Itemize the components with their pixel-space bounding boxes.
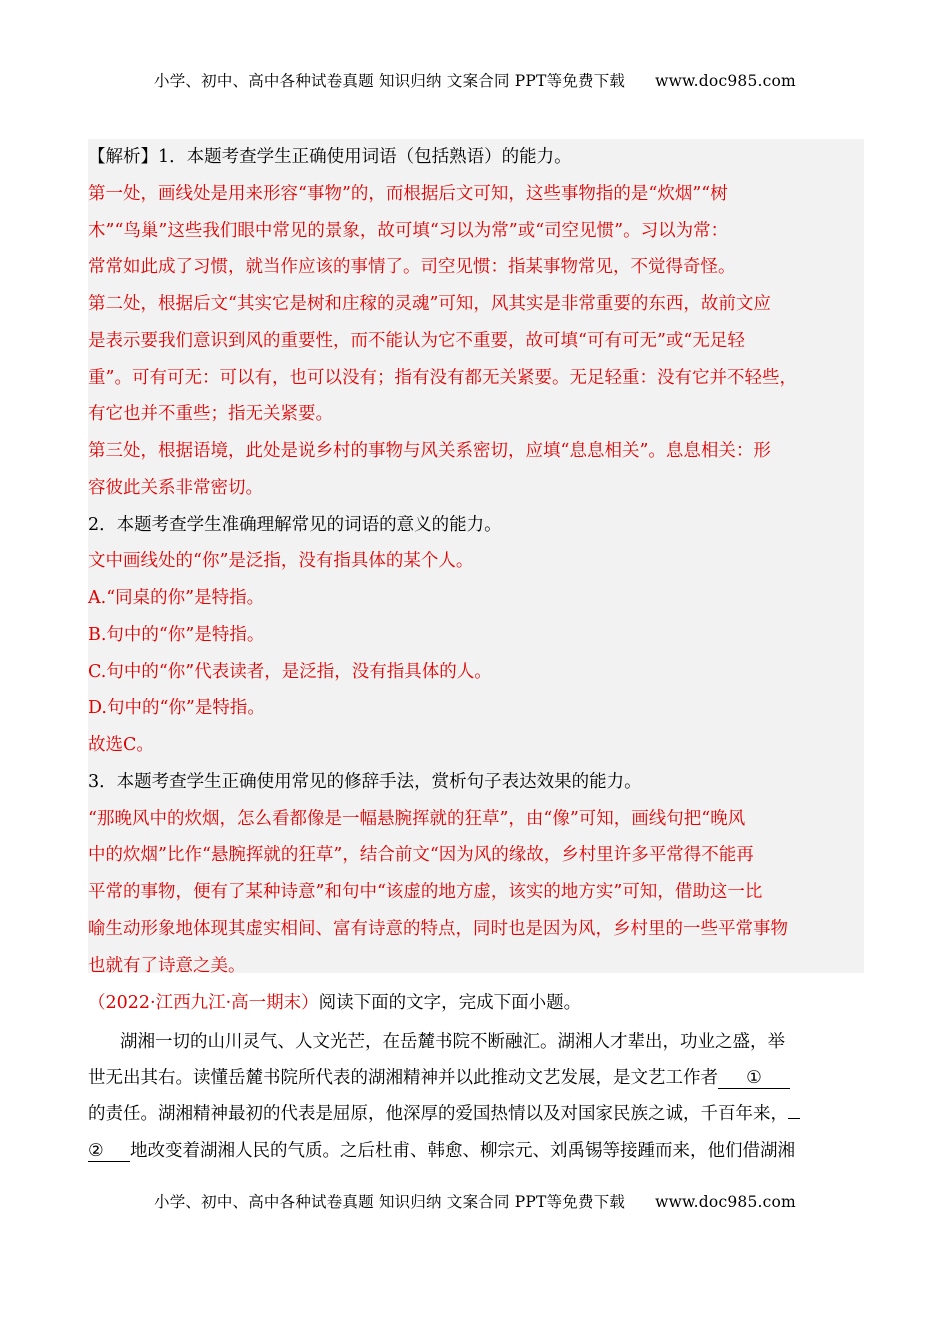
analysis-line: 故选C。 bbox=[88, 735, 154, 755]
analysis-line: D.句中的“你”是特指。 bbox=[88, 698, 265, 718]
analysis-line: 【解析】1．本题考查学生正确使用词语（包括熟语）的能力。 bbox=[88, 147, 572, 167]
analysis-line: 2．本题考查学生准确理解常见的词语的意义的能力。 bbox=[88, 515, 502, 535]
analysis-line: 容彼此关系非常密切。 bbox=[88, 478, 263, 498]
analysis-line: 喻生动形象地体现其虚实相间、富有诗意的特点，同时也是因为风，乡村里的一些平常事物 bbox=[88, 919, 788, 939]
analysis-line: 3．本题考查学生正确使用常见的修辞手法，赏析句子表达效果的能力。 bbox=[88, 772, 642, 792]
analysis-line: 第三处，根据语境，此处是说乡村的事物与风关系密切，应填“息息相关”。息息相关：形 bbox=[88, 441, 771, 461]
passage-line-2-text: 世无出其右。读懂岳麓书院所代表的湖湘精神并以此推动文艺发展，是文艺工作者 bbox=[88, 1068, 718, 1088]
passage-line-4 bbox=[88, 1140, 868, 1162]
page-header bbox=[0, 69, 950, 91]
header-text: 小学、初中、高中各种试卷真题 知识归纳 文案合同 PPT等免费下载 bbox=[154, 72, 626, 90]
header-url[interactable]: www.doc985.com bbox=[655, 72, 796, 90]
analysis-line: 文中画线处的“你”是泛指，没有指具体的某个人。 bbox=[88, 551, 474, 571]
blank-2: ② bbox=[88, 1141, 130, 1162]
analysis-line: B.句中的“你”是特指。 bbox=[88, 625, 265, 645]
question-header bbox=[88, 992, 868, 1014]
analysis-line: C.句中的“你”代表读者，是泛指，没有指具体的人。 bbox=[88, 662, 492, 682]
passage-line-2 bbox=[88, 1067, 868, 1089]
analysis-line: 第二处，根据后文“其实它是树和庄稼的灵魂”可知，风其实是非常重要的东西，故前文应 bbox=[88, 294, 771, 314]
analysis-line: 是表示要我们意识到风的重要性，而不能认为它不重要，故可填“可有可无”或“无足轻 bbox=[88, 331, 745, 351]
passage-line-3-text: 的责任。湖湘精神最初的代表是屈原，他深厚的爱国热情以及对国家民族之诚，千百年来， bbox=[88, 1104, 788, 1124]
analysis-line: 重”。可有可无：可以有，也可以没有；指有没有都无关紧要。无足轻重：没有它并不轻些， bbox=[88, 368, 797, 388]
analysis-line: 平常的事物，便有了某种诗意”和句中“该虚的地方虚，该实的地方实”可知，借助这一比 bbox=[88, 882, 763, 902]
blank-2-lead bbox=[788, 1118, 800, 1119]
question-prompt: 阅读下面的文字，完成下面小题。 bbox=[318, 993, 582, 1013]
page-footer bbox=[0, 1190, 950, 1212]
analysis-line: 常常如此成了习惯，就当作应该的事情了。司空见惯：指某事物常见，不觉得奇怪。 bbox=[88, 257, 736, 277]
footer-text: 小学、初中、高中各种试卷真题 知识归纳 文案合同 PPT等免费下载 bbox=[154, 1193, 626, 1211]
analysis-line: 第一处，画线处是用来形容“事物”的，而根据后文可知，这些事物指的是“炊烟”“树 bbox=[88, 184, 728, 204]
footer-url[interactable]: www.doc985.com bbox=[655, 1193, 796, 1211]
analysis-line: 中的炊烟”比作“悬腕挥就的狂草”，结合前文“因为风的缘故，乡村里许多平常得不能再 bbox=[88, 845, 754, 865]
analysis-line: 也就有了诗意之美。 bbox=[88, 956, 246, 976]
blank-1: ① bbox=[718, 1068, 790, 1089]
passage-line-1: 湖湘一切的山川灵气、人文光芒，在岳麓书院不断融汇。湖湘人才辈出，功业之盛，举 bbox=[120, 1032, 785, 1052]
analysis-line: 木”“鸟巢”这些我们眼中常见的景象，故可填“习以为常”或“司空见惯”。习以为常： bbox=[88, 221, 729, 241]
passage-line-4-text: 地改变着湖湘人民的气质。之后杜甫、韩愈、柳宗元、刘禹锡等接踵而来，他们借湖湘 bbox=[130, 1141, 795, 1161]
passage-line-3 bbox=[88, 1103, 868, 1125]
question-source: （2022·江西九江·高一期末） bbox=[88, 993, 319, 1013]
analysis-line: “那晚风中的炊烟，怎么看都像是一幅悬腕挥就的狂草”，由“像”可知，画线句把“晚风 bbox=[88, 809, 746, 829]
analysis-line: A.“同桌的你”是特指。 bbox=[88, 588, 265, 608]
analysis-line: 有它也并不重些；指无关紧要。 bbox=[88, 404, 333, 424]
